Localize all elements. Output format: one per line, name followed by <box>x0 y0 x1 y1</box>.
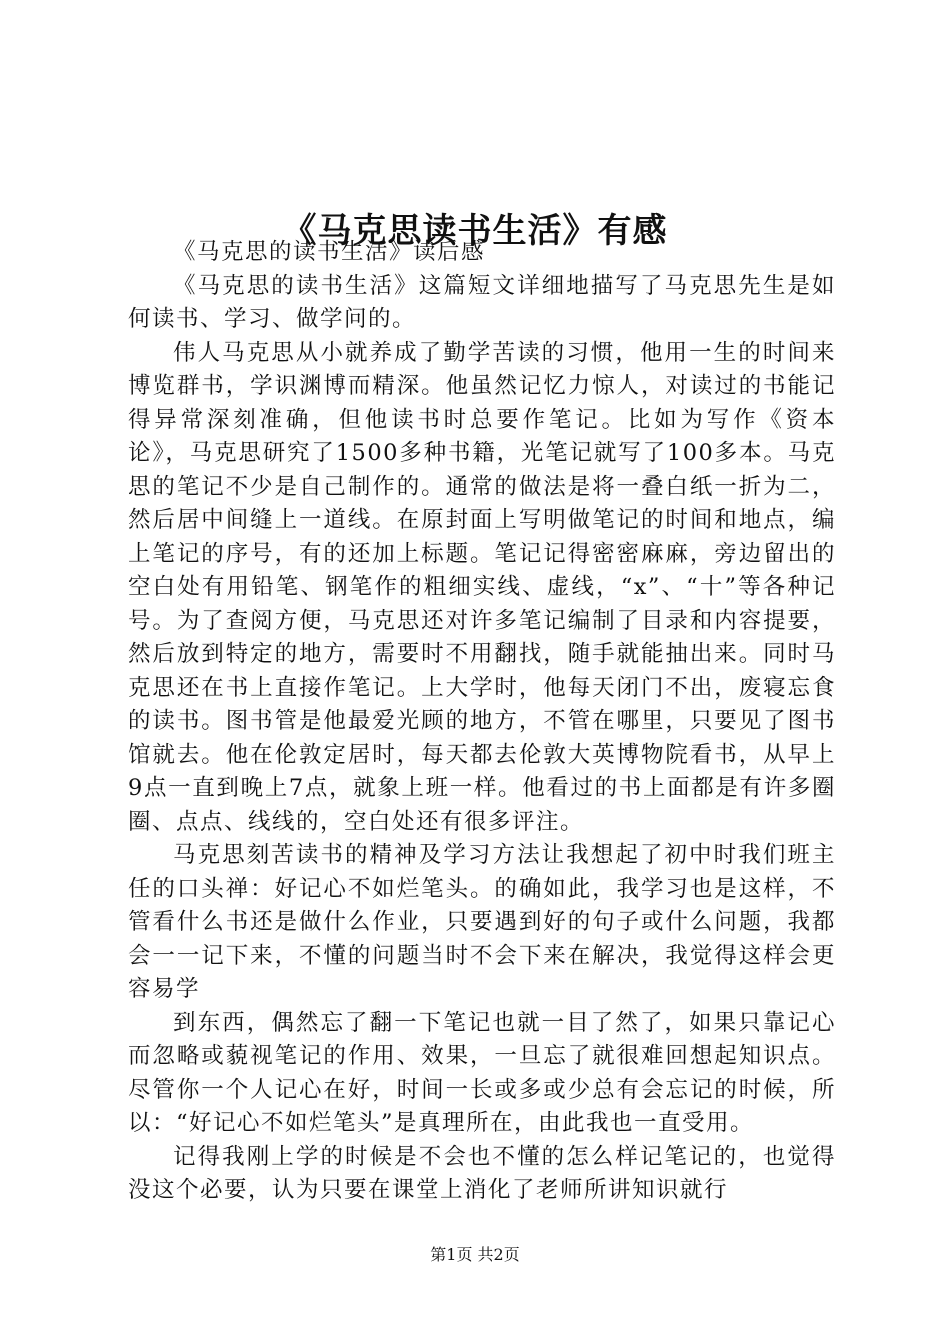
paragraph: 到东西，偶然忘了翻一下笔记也就一目了然了，如果只靠记心而忽略或藐视笔记的作用、效果，一旦忘了就很难回想起知识点。尽管你一个人记心在好，时间一长或多或少总有会忘记的时候，所以：“好记心不如烂笔头”是真理所在，由此我也一直受用。 <box>128 1009 836 1136</box>
paragraph: 马克思刻苦读书的精神及学习方法让我想起了初中时我们班主任的口头禅：好记心不如烂笔头。的确如此，我学习也是这样，不管看什么书还是做什么作业，只要遇到好的句子或什么问题，我都会一一记下来，不懂的问题当时不会下来在解决，我觉得这样会更容易学 <box>128 842 836 1002</box>
paragraph: 记得我刚上学的时候是不会也不懂的怎么样记笔记的，也觉得没这个必要，认为只要在课堂上消化了老师所讲知识就行 <box>128 1143 836 1203</box>
paragraph: 《马克思的读书生活》这篇短文详细地描写了马克思先生是如何读书、学习、做学问的。 <box>128 272 836 332</box>
page-title: 《马克思读书生活》有感 <box>282 210 668 251</box>
paragraph-subtitle: 《马克思的读书生活》读后感 <box>173 239 486 265</box>
article-body <box>128 236 836 1208</box>
paragraph: 伟人马克思从小就养成了勤学苦读的习惯，他用一生的时间来博览群书，学识渊博而精深。他虽然记忆力惊人，对读过的书能记得异常深刻准确，但他读书时总要作笔记。比如为写作《资本论》，马克思研究了1500多种书籍，光笔记就写了100多本。马克思的笔记不少是自己制作的。通常的做法是将一叠白纸一折为二，然后居中间缝上一道线。在原封面上写明做笔记的时间和地点，编上笔记的序号，有的还加上标题。笔记记得密密麻麻，旁边留出的空白处有用铅笔、钢笔作的粗细实线、虚线，“x”、“十”等各种记号。为了查阅方便，马克思还对许多笔记编制了目录和内容提要，然后放到特定的地方，需要时不用翻找，随手就能抽出来。同时马克思还在书上直接作笔记。上大学时，他每天闭门不出，废寝忘食的读书。图书管是他最爱光顾的地方，不管在哪里，只要见了图书馆就去。他在伦敦定居时，每天都去伦敦大英博物院看书，从早上9点一直到晚上7点，就象上班一样。他看过的书上面都是有许多圈圈、点点、线线的，空白处还有很多评注。 <box>128 339 836 835</box>
page-footer: 第1页 共2页 <box>430 1245 520 1264</box>
